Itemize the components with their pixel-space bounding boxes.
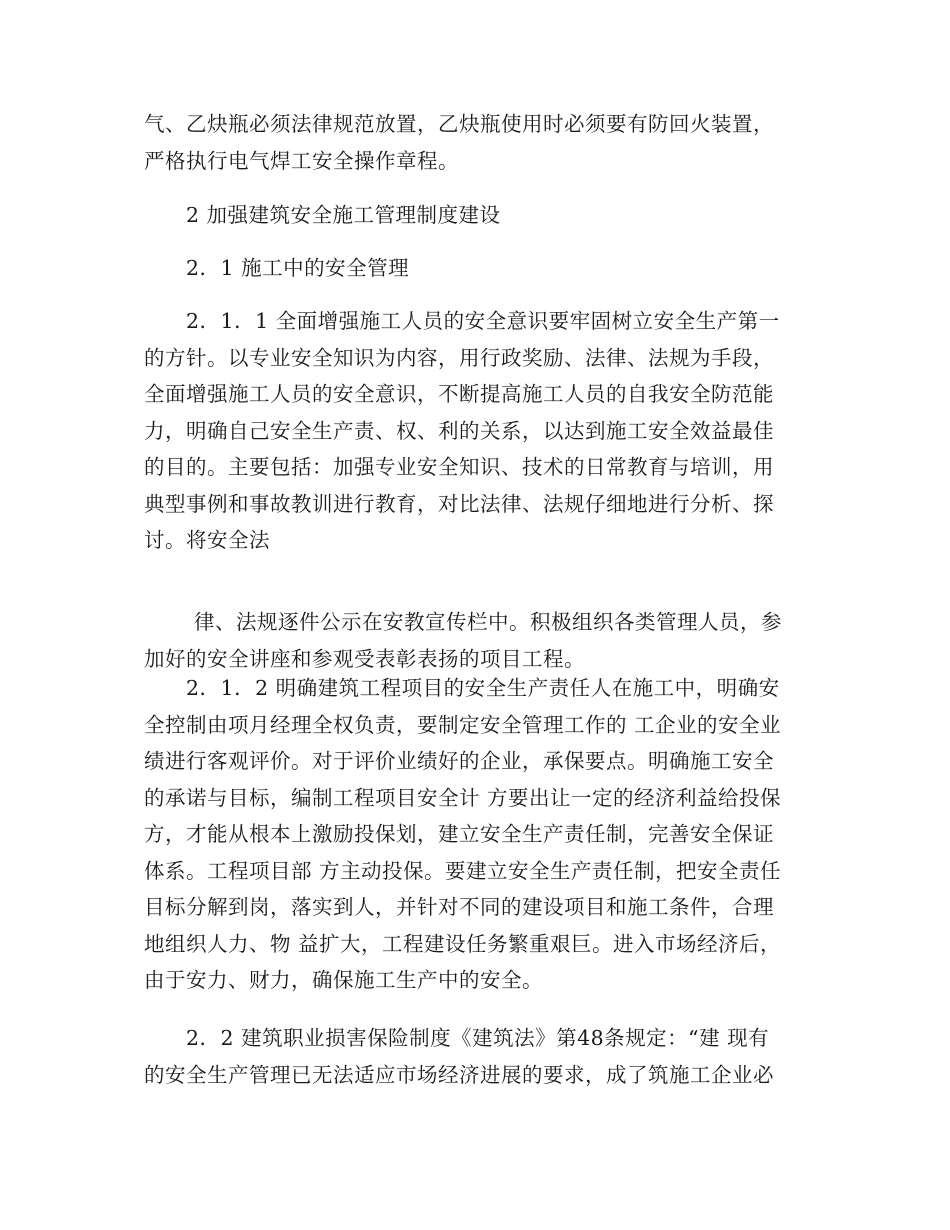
text-line: 力，明确自己安全生产责、权、利的关系，以达到施工安全效益最佳 [144,418,774,443]
text-line: 体系。工程项目部 方主动投保。要建立安全生产责任制，把安全责任 [144,858,782,883]
text-line: 加好的安全讲座和参观受表彰表扬的项目工程。 [144,646,585,671]
text-line: 目标分解到岗，落实到人，并针对不同的建设项目和施工条件，合理 [144,895,774,919]
text-line: 地组织人力、物 益扩大，工程建设任务繁重艰巨。进入市场经济后， [144,931,782,956]
text-line: 由于安力、财力，确保施工生产中的安全。 [144,968,543,992]
text-line: 2．1．1 全面增强施工人员的安全意识要牢固树立安全生产第一 [186,309,780,333]
text-line: 的安全生产管理已无法适应市场经济进展的要求，成了筑施工企业必 [144,1062,774,1087]
text-line: 讨。将安全法 [144,528,270,552]
heading-text: 2 加强建筑安全施工管理制度建设 [186,203,501,227]
paragraph-law-publicity [144,604,808,677]
text-line: 2．1．2 明确建筑工程项目的安全生产责任人在施工中，明确安 [186,676,780,700]
text-line: 律、法规逐件公示在安教宣传栏中。积极组织各类管理人员，参 [194,610,782,634]
paragraph-2-1-1 [144,303,808,559]
subsection-heading [144,250,808,287]
heading-text: 2．1 施工中的安全管理 [186,256,410,280]
text-line: 典型事例和事故教训进行教育，对比法律、法规仔细地进行分析、探 [144,491,774,516]
text-line: 全控制由项月经理全权负责，要制定安全管理工作的 工企业的安全业 [144,712,782,737]
text-line: 的目的。主要包括：加强专业安全知识、技术的日常教育与培训，用 [144,455,774,479]
paragraph-2-2 [144,1020,808,1093]
text-line: 的承诺与目标，编制工程项目安全计 方要出让一定的经济利益给投保 [144,785,782,810]
text-line: 方，才能从根本上激励投保划，建立安全生产责任制，完善安全保证 [144,822,774,846]
section-heading [144,197,808,234]
paragraph-continuation [144,106,808,179]
text-line: 气、乙炔瓶必须法律规范放置，乙炔瓶使用时必须要有防回火装置， [144,112,774,136]
text-line: 2．2 建筑职业损害保险制度《建筑法》第48条规定：“建 现有 [186,1026,770,1050]
text-line: 严格执行电气焊工安全操作章程。 [144,148,459,173]
text-line: 的方针。以专业安全知识为内容，用行政奖励、法律、法规为手段， [144,345,774,370]
text-line: 全面增强施工人员的安全意识，不断提高施工人员的自我安全防范能 [144,382,774,406]
text-line: 绩进行客观评价。对于评价业绩好的企业，承保要点。明确施工安全 [144,749,774,773]
paragraph-2-1-2 [144,670,808,999]
